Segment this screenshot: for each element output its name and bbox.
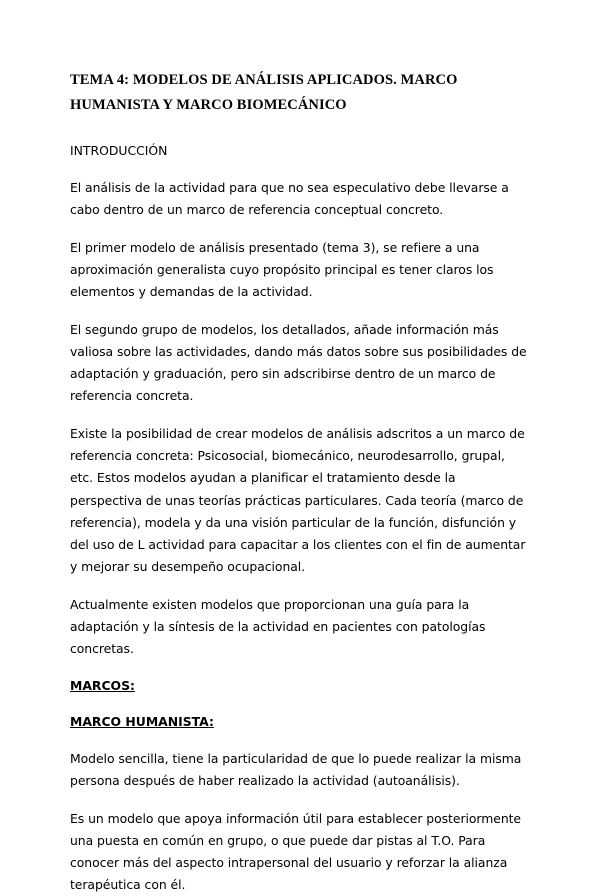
- heading-marco-humanista: MARCO HUMANISTA:: [70, 713, 214, 729]
- paragraph: El segundo grupo de modelos, los detallados, añade información más valiosa sobre las actividades, dando más datos sobre sus posibilidades de adaptación y graduación, pero sin adscribirse dentro de un marco de referencia concreta.: [70, 321, 527, 404]
- heading-marcos: MARCOS:: [70, 678, 135, 694]
- section-label-introduccion: INTRODUCCIÓN: [70, 142, 168, 158]
- paragraph: Modelo sencilla, tiene la particularidad de que lo puede realizar la misma persona después de haber realizado la actividad (autoanálisis).: [70, 750, 522, 788]
- paragraph: Actualmente existen modelos que proporcionan una guía para la adaptación y la síntesis de la actividad en pacientes con patologías concretas.: [70, 596, 486, 656]
- paragraph: Es un modelo que apoya información útil para establecer posteriormente una puesta en común en grupo, o que puede dar pistas al T.O. Para conocer más del aspecto intrapersonal del usuario y reforzar la alianza terapéutica con él.: [70, 810, 522, 893]
- page-title: TEMA 4: MODELOS DE ANÁLISIS APLICADOS. MARCO HUMANISTA Y MARCO BIOMECÁNICO: [70, 72, 458, 114]
- paragraph: Existe la posibilidad de crear modelos de análisis adscritos a un marco de referencia concreta: Psicosocial, biomecánico, neurodesarrollo, grupal, etc. Estos modelos ayudan a planificar el tratamiento desde la perspectiva de unas teorías prácticas particulares. Cada teoría (marco de referencia), modela y da una visión particular de la función, disfunción y del uso de L actividad para capacitar a los clientes con el fin de aumentar y mejorar su desempeño ocupacional.: [70, 426, 526, 574]
- paragraph: El primer modelo de análisis presentado (tema 3), se refiere a una aproximación generalista cuyo propósito principal es tener claros los elementos y demandas de la actividad.: [70, 239, 494, 299]
- paragraph: El análisis de la actividad para que no sea especulativo debe llevarse a cabo dentro de un marco de referencia conceptual concreto.: [70, 179, 509, 217]
